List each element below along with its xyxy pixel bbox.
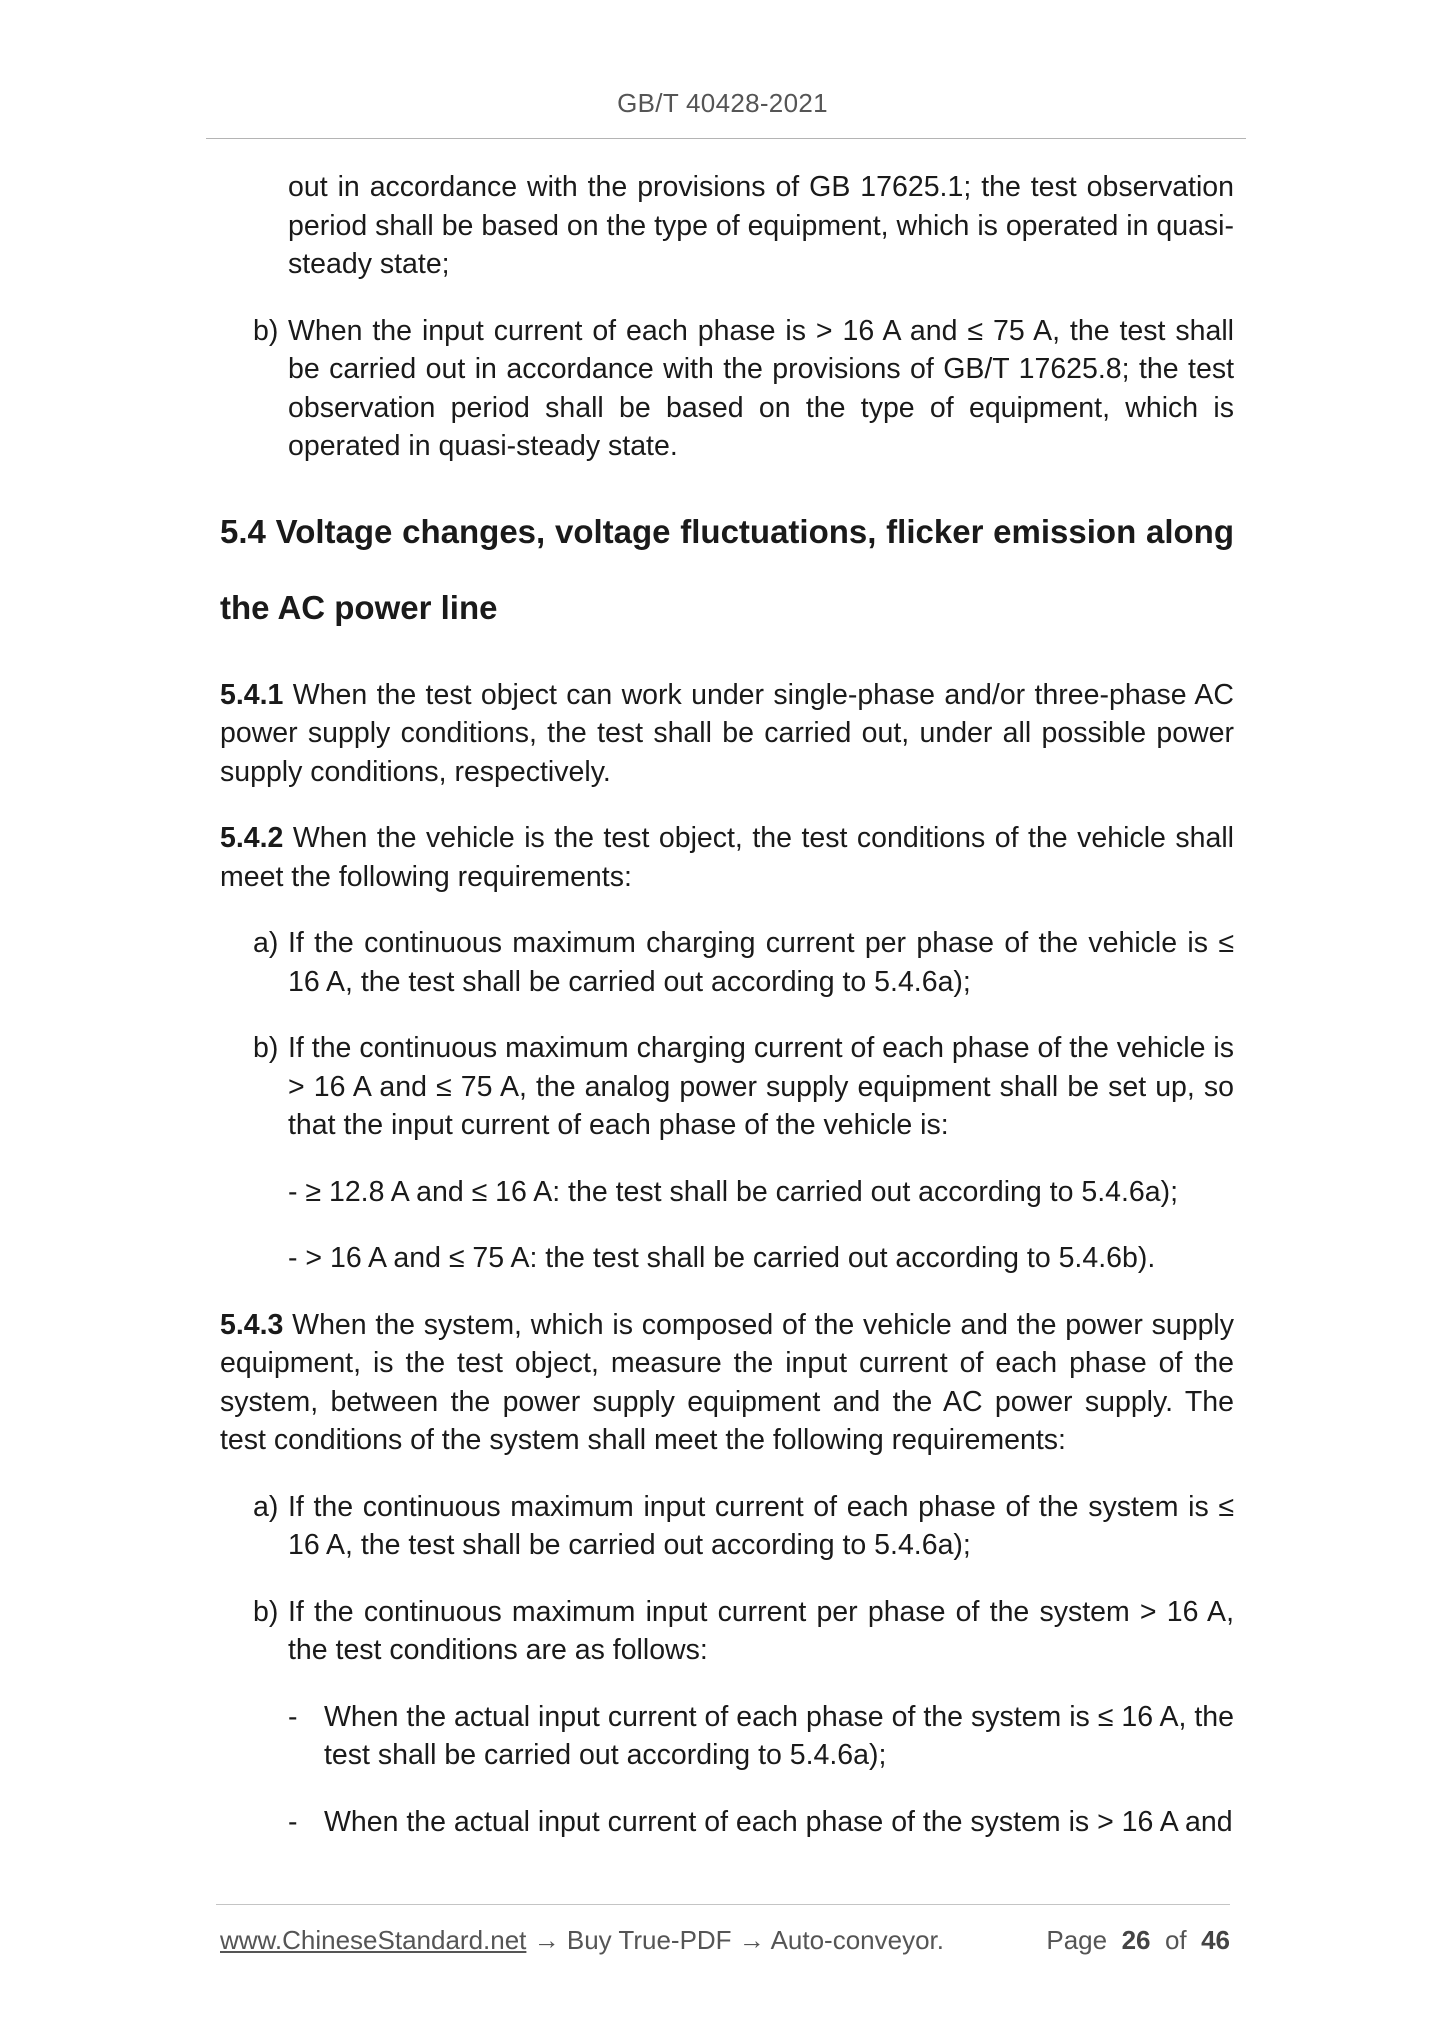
running-header: GB/T 40428-2021	[617, 88, 828, 118]
page-footer	[220, 1925, 1230, 1961]
clause-5-4-2	[220, 819, 1234, 896]
list-item-label: b)	[253, 1032, 279, 1064]
section-heading-5-4: 5.4 Voltage changes, voltage fluctuations, flicker emission along the AC power line	[220, 512, 1234, 626]
list-item-label: a)	[253, 927, 279, 959]
dash-text: When the actual input current of each phase of the system is > 16 A and	[324, 1805, 1233, 1838]
dash-item	[220, 1698, 1234, 1775]
list-item-text: If the continuous maximum charging current per phase of the vehicle is ≤ 16 A, the test shall be carried out according to 5.4.6a);	[288, 927, 1234, 998]
total-pages: 46	[1201, 1925, 1230, 1955]
clause-text: When the system, which is composed of the vehicle and the power supply equipment, is the test object, measure the input current of each phase of the system, between the power supply equipment and the AC power supply. The test conditions of the system shall meet the following requirements:	[220, 1308, 1234, 1456]
clause-5-4-1	[220, 676, 1234, 792]
list-item-text: When the input current of each phase is > 16 A and ≤ 75 A, the test shall be carried out in accordance with the provisions of GB/T 17625.8; the test observation period shall be based on the type of equipment, which is operated in quasi-steady state.	[288, 314, 1234, 462]
list-item-text: If the continuous maximum input current of each phase of the system is ≤ 16 A, the test shall be carried out according to 5.4.6a);	[288, 1490, 1234, 1561]
page-label: Page	[1046, 1925, 1108, 1955]
list-item-a	[220, 924, 1234, 1001]
clause-text: When the test object can work under single-phase and/or three-phase AC power supply conditions, the test shall be carried out, under all possible power supply conditions, respectively.	[220, 678, 1235, 788]
dash-item: - ≥ 12.8 A and ≤ 16 A: the test shall be carried out according to 5.4.6a);	[288, 1175, 1178, 1208]
dash-item: - > 16 A and ≤ 75 A: the test shall be carried out according to 5.4.6b).	[288, 1242, 1156, 1274]
item-a-continuation: out in accordance with the provisions of GB 17625.1; the test observation period shall be based on the type of equipment, which is operated in quasi-steady state;	[288, 171, 1234, 280]
footer-divider	[216, 1904, 1230, 1905]
dash-label: -	[288, 1700, 298, 1733]
list-item-text: If the continuous maximum charging current of each phase of the vehicle is > 16 A and ≤ 75 A, the analog power supply equipment shall be set up, so that the input current of each phase of the vehicle is:	[288, 1032, 1234, 1141]
page-number: 26	[1121, 1925, 1151, 1955]
clause-number: 5.4.3	[220, 1308, 284, 1341]
list-item-b	[220, 312, 1234, 466]
list-item-label: b)	[253, 314, 279, 347]
clause-number: 5.4.2	[220, 822, 284, 854]
website-link[interactable]: www.ChineseStandard.net	[220, 1925, 527, 1955]
list-item-b	[220, 1029, 1234, 1145]
footer-trail: → Buy True-PDF → Auto-conveyor.	[526, 1925, 945, 1955]
list-item-a	[220, 1488, 1234, 1565]
list-item-text: If the continuous maximum input current per phase of the system > 16 A, the test conditions are as follows:	[288, 1595, 1234, 1666]
header-divider	[206, 138, 1246, 139]
clause-5-4-3	[220, 1306, 1234, 1460]
list-item-b	[220, 1593, 1234, 1670]
page-indicator	[1046, 1925, 1230, 1956]
dash-item	[220, 1803, 1234, 1842]
footer-source	[220, 1925, 944, 1956]
clause-text: When the vehicle is the test object, the test conditions of the vehicle shall meet the following requirements:	[220, 822, 1235, 893]
clause-number: 5.4.1	[220, 678, 284, 711]
list-item-label: b)	[253, 1595, 279, 1628]
page-body	[220, 168, 1234, 1869]
of-label: of	[1164, 1925, 1187, 1955]
list-item-label: a)	[253, 1490, 279, 1523]
dash-text: When the actual input current of each phase of the system is ≤ 16 A, the test shall be carried out according to 5.4.6a);	[324, 1700, 1234, 1771]
dash-label: -	[288, 1805, 298, 1838]
